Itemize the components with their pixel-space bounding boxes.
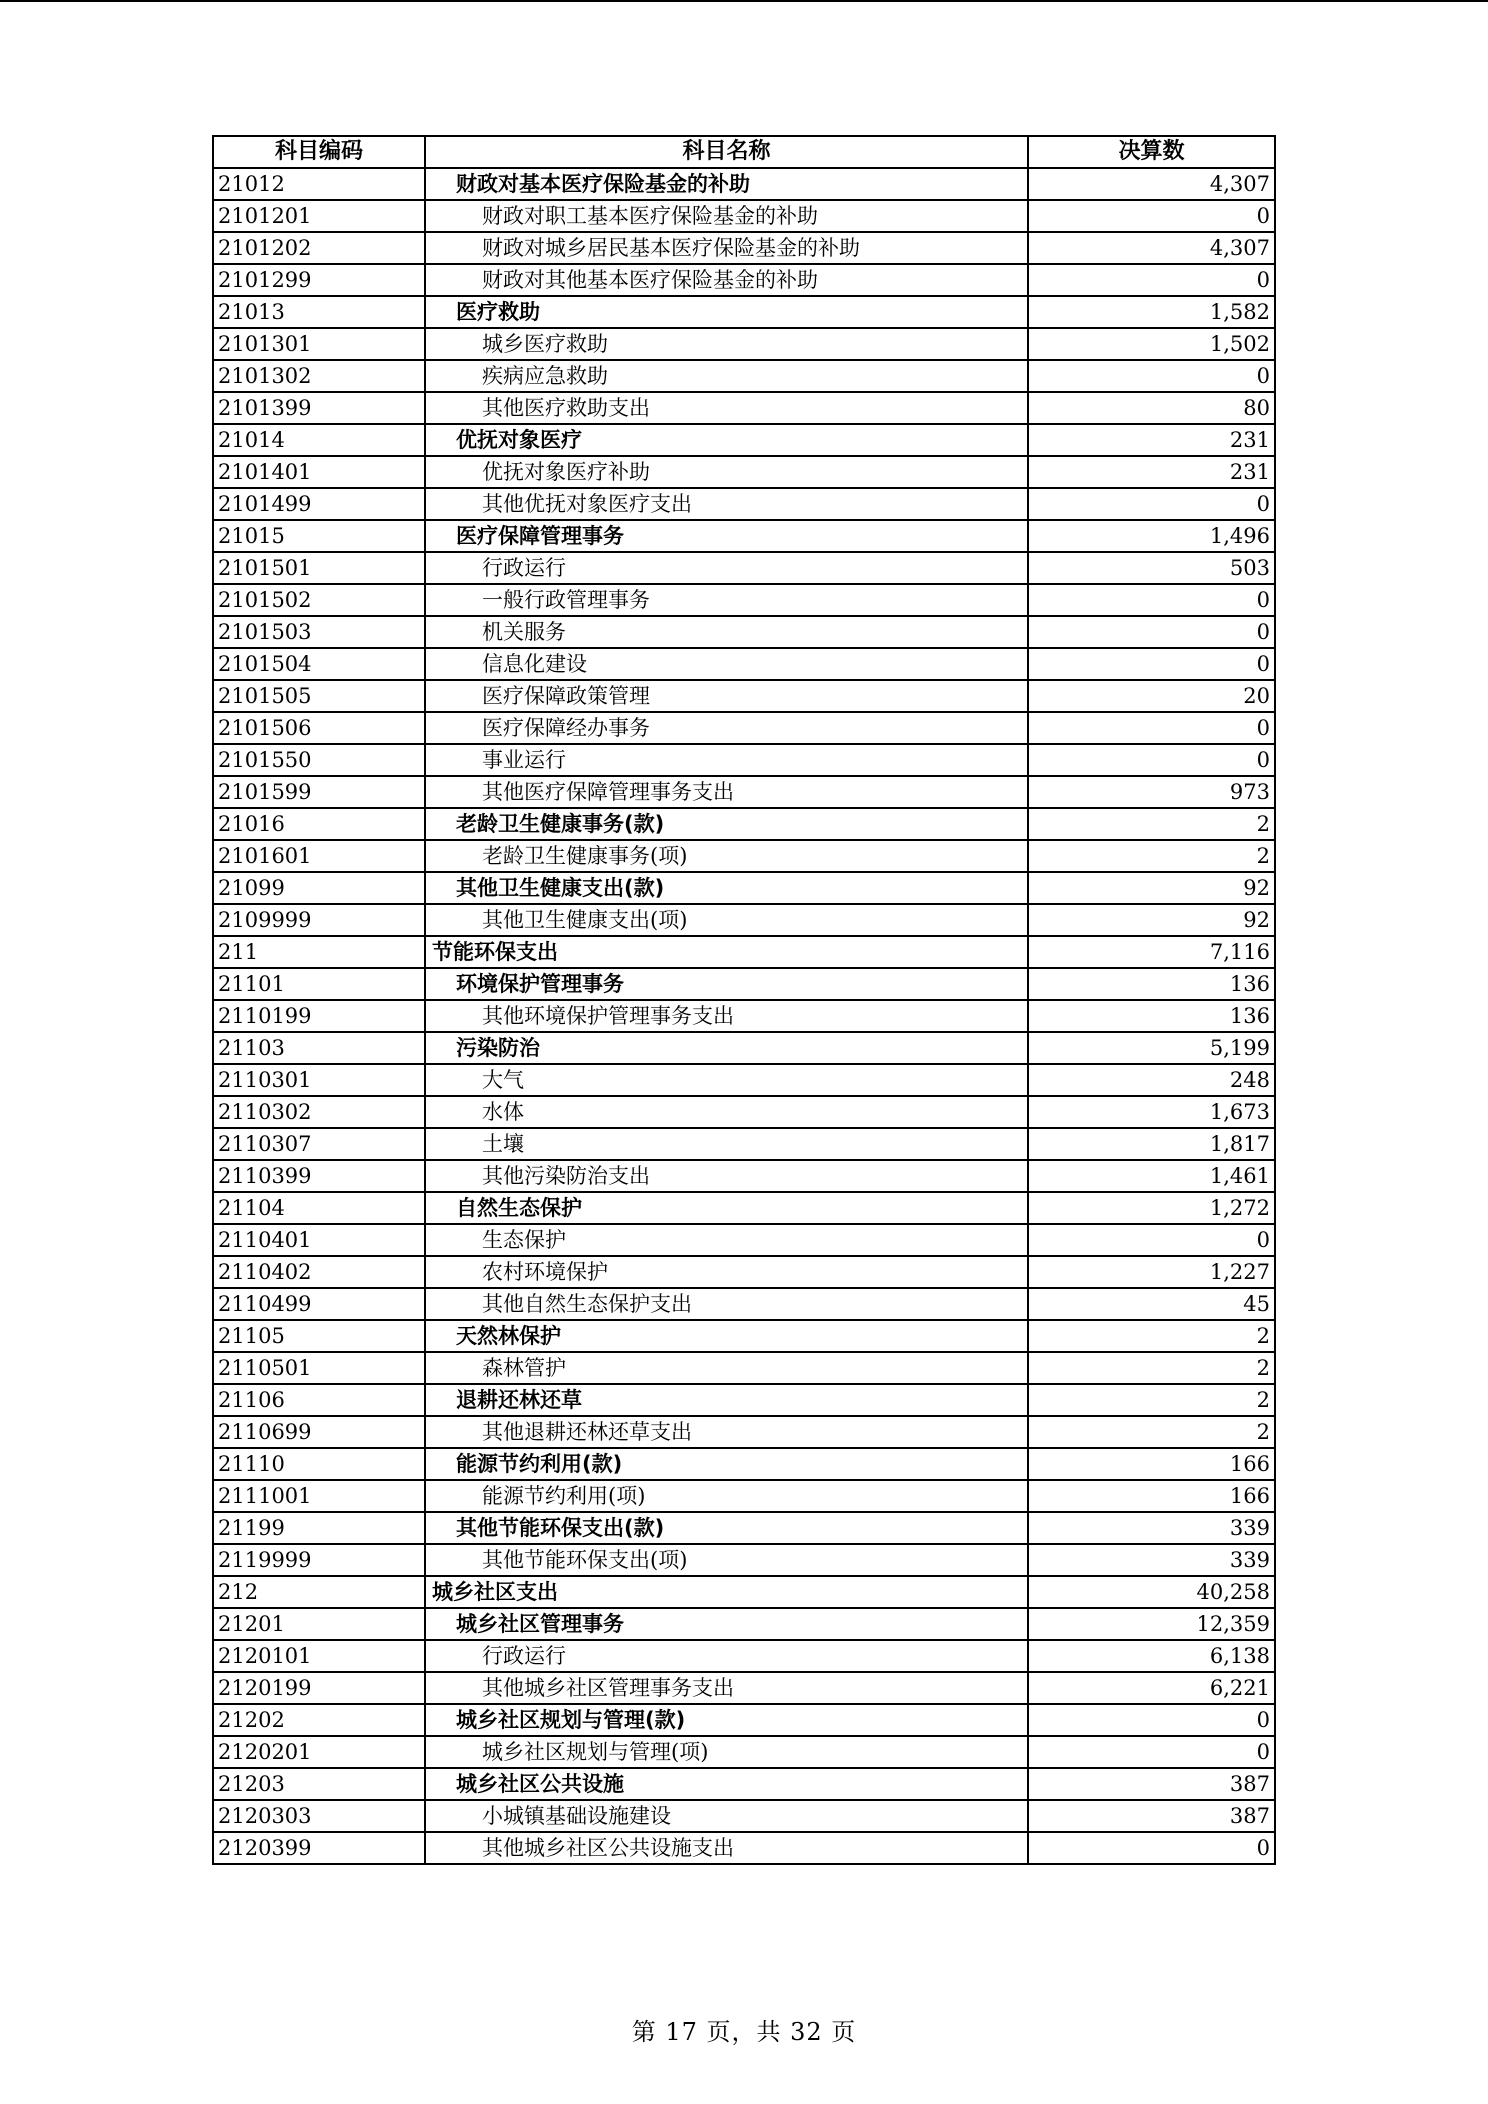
row-amount: 2: [1028, 1416, 1275, 1448]
budget-table: [212, 135, 1276, 1865]
row-code: 2110302: [213, 1096, 425, 1128]
table-row: [213, 1096, 1275, 1128]
row-amount: 0: [1028, 584, 1275, 616]
row-name: 自然生态保护: [425, 1192, 1028, 1224]
table-row: [213, 712, 1275, 744]
row-code: 21103: [213, 1032, 425, 1064]
row-name: 城乡医疗救助: [425, 328, 1028, 360]
row-name: 事业运行: [425, 744, 1028, 776]
row-amount: 92: [1028, 872, 1275, 904]
table-row: [213, 1160, 1275, 1192]
row-name: 其他医疗救助支出: [425, 392, 1028, 424]
header-code: 科目编码: [213, 136, 425, 168]
row-code: 21203: [213, 1768, 425, 1800]
row-amount: 45: [1028, 1288, 1275, 1320]
row-amount: 248: [1028, 1064, 1275, 1096]
row-amount: 136: [1028, 1000, 1275, 1032]
row-name: 疾病应急救助: [425, 360, 1028, 392]
row-amount: 0: [1028, 1704, 1275, 1736]
row-amount: 387: [1028, 1768, 1275, 1800]
row-name: 水体: [425, 1096, 1028, 1128]
row-name: 其他卫生健康支出(款): [425, 872, 1028, 904]
row-amount: 1,673: [1028, 1096, 1275, 1128]
table-row: [213, 1288, 1275, 1320]
row-code: 2101505: [213, 680, 425, 712]
row-name: 小城镇基础设施建设: [425, 1800, 1028, 1832]
row-name: 信息化建设: [425, 648, 1028, 680]
row-code: 21202: [213, 1704, 425, 1736]
row-name: 其他节能环保支出(款): [425, 1512, 1028, 1544]
row-code: 2110399: [213, 1160, 425, 1192]
row-amount: 12,359: [1028, 1608, 1275, 1640]
row-name: 老龄卫生健康事务(款): [425, 808, 1028, 840]
table-row: [213, 872, 1275, 904]
row-code: 2101550: [213, 744, 425, 776]
row-amount: 0: [1028, 360, 1275, 392]
row-amount: 1,227: [1028, 1256, 1275, 1288]
row-code: 2101503: [213, 616, 425, 648]
table-row: [213, 1256, 1275, 1288]
row-name: 优抚对象医疗: [425, 424, 1028, 456]
table-row: [213, 296, 1275, 328]
row-amount: 7,116: [1028, 936, 1275, 968]
row-name: 行政运行: [425, 1640, 1028, 1672]
row-code: 2101299: [213, 264, 425, 296]
table-row: [213, 1128, 1275, 1160]
row-name: 医疗保障管理事务: [425, 520, 1028, 552]
row-amount: 0: [1028, 744, 1275, 776]
row-code: 2119999: [213, 1544, 425, 1576]
row-amount: 973: [1028, 776, 1275, 808]
table-row: [213, 648, 1275, 680]
row-amount: 2: [1028, 1320, 1275, 1352]
row-name: 森林管护: [425, 1352, 1028, 1384]
row-name: 环境保护管理事务: [425, 968, 1028, 1000]
row-amount: 339: [1028, 1544, 1275, 1576]
row-name: 退耕还林还草: [425, 1384, 1028, 1416]
row-code: 2101504: [213, 648, 425, 680]
table-row: [213, 1192, 1275, 1224]
table-body: [213, 168, 1275, 1864]
row-amount: 339: [1028, 1512, 1275, 1544]
table-row: [213, 904, 1275, 936]
row-name: 大气: [425, 1064, 1028, 1096]
table-row: [213, 520, 1275, 552]
row-code: 2110199: [213, 1000, 425, 1032]
row-name: 其他环境保护管理事务支出: [425, 1000, 1028, 1032]
row-amount: 0: [1028, 616, 1275, 648]
row-code: 21106: [213, 1384, 425, 1416]
row-amount: 231: [1028, 456, 1275, 488]
row-code: 2110499: [213, 1288, 425, 1320]
row-code: 2101401: [213, 456, 425, 488]
row-code: 21099: [213, 872, 425, 904]
header-amount: 决算数: [1028, 136, 1275, 168]
table-row: [213, 1320, 1275, 1352]
row-code: 2101502: [213, 584, 425, 616]
table-row: [213, 392, 1275, 424]
row-name: 医疗保障经办事务: [425, 712, 1028, 744]
row-code: 2111001: [213, 1480, 425, 1512]
row-amount: 1,502: [1028, 328, 1275, 360]
row-amount: 0: [1028, 712, 1275, 744]
table-row: [213, 776, 1275, 808]
row-name: 城乡社区管理事务: [425, 1608, 1028, 1640]
row-name: 财政对其他基本医疗保险基金的补助: [425, 264, 1028, 296]
row-amount: 1,461: [1028, 1160, 1275, 1192]
page-number: 第 17 页，共 32 页: [631, 2018, 857, 2046]
row-code: 21014: [213, 424, 425, 456]
row-amount: 0: [1028, 648, 1275, 680]
row-code: 2109999: [213, 904, 425, 936]
row-name: 污染防治: [425, 1032, 1028, 1064]
table-row: [213, 168, 1275, 200]
row-name: 其他节能环保支出(项): [425, 1544, 1028, 1576]
row-name: 医疗救助: [425, 296, 1028, 328]
table-row: [213, 1000, 1275, 1032]
table-row: [213, 360, 1275, 392]
table-row: [213, 616, 1275, 648]
row-amount: 387: [1028, 1800, 1275, 1832]
row-code: 2101201: [213, 200, 425, 232]
table-row: [213, 264, 1275, 296]
row-name: 其他优抚对象医疗支出: [425, 488, 1028, 520]
row-code: 2101202: [213, 232, 425, 264]
row-code: 2101399: [213, 392, 425, 424]
table-row: [213, 1640, 1275, 1672]
row-name: 能源节约利用(项): [425, 1480, 1028, 1512]
row-amount: 2: [1028, 1384, 1275, 1416]
row-code: 2120101: [213, 1640, 425, 1672]
row-name: 天然林保护: [425, 1320, 1028, 1352]
table-row: [213, 968, 1275, 1000]
table-row: [213, 1064, 1275, 1096]
row-name: 其他医疗保障管理事务支出: [425, 776, 1028, 808]
row-code: 2110501: [213, 1352, 425, 1384]
table-row: [213, 584, 1275, 616]
row-name: 老龄卫生健康事务(项): [425, 840, 1028, 872]
table-row: [213, 1512, 1275, 1544]
row-code: 2101302: [213, 360, 425, 392]
row-name: 其他退耕还林还草支出: [425, 1416, 1028, 1448]
row-name: 财政对城乡居民基本医疗保险基金的补助: [425, 232, 1028, 264]
row-amount: 80: [1028, 392, 1275, 424]
row-name: 其他自然生态保护支出: [425, 1288, 1028, 1320]
row-code: 2101599: [213, 776, 425, 808]
row-name: 城乡社区支出: [425, 1576, 1028, 1608]
row-code: 21110: [213, 1448, 425, 1480]
row-amount: 231: [1028, 424, 1275, 456]
table-row: [213, 1416, 1275, 1448]
table-row: [213, 1704, 1275, 1736]
row-amount: 0: [1028, 488, 1275, 520]
row-code: 2101499: [213, 488, 425, 520]
row-code: 212: [213, 1576, 425, 1608]
row-code: 21016: [213, 808, 425, 840]
row-name: 其他城乡社区管理事务支出: [425, 1672, 1028, 1704]
table-row: [213, 1480, 1275, 1512]
row-name: 其他卫生健康支出(项): [425, 904, 1028, 936]
row-amount: 6,138: [1028, 1640, 1275, 1672]
table-row: [213, 936, 1275, 968]
row-name: 能源节约利用(款): [425, 1448, 1028, 1480]
table-row: [213, 1736, 1275, 1768]
row-name: 农村环境保护: [425, 1256, 1028, 1288]
row-name: 优抚对象医疗补助: [425, 456, 1028, 488]
row-code: 2110699: [213, 1416, 425, 1448]
row-amount: 2: [1028, 808, 1275, 840]
row-code: 211: [213, 936, 425, 968]
row-amount: 1,272: [1028, 1192, 1275, 1224]
row-amount: 5,199: [1028, 1032, 1275, 1064]
table-row: [213, 488, 1275, 520]
row-amount: 1,817: [1028, 1128, 1275, 1160]
row-code: 21201: [213, 1608, 425, 1640]
row-name: 城乡社区公共设施: [425, 1768, 1028, 1800]
row-code: 21015: [213, 520, 425, 552]
row-code: 21012: [213, 168, 425, 200]
table-row: [213, 1672, 1275, 1704]
table-header-row: [213, 136, 1275, 168]
row-amount: 92: [1028, 904, 1275, 936]
row-code: 2101506: [213, 712, 425, 744]
table-row: [213, 552, 1275, 584]
row-amount: 503: [1028, 552, 1275, 584]
row-name: 行政运行: [425, 552, 1028, 584]
row-amount: 166: [1028, 1448, 1275, 1480]
row-name: 其他城乡社区公共设施支出: [425, 1832, 1028, 1864]
row-code: 2101601: [213, 840, 425, 872]
row-code: 21105: [213, 1320, 425, 1352]
row-amount: 40,258: [1028, 1576, 1275, 1608]
table-row: [213, 200, 1275, 232]
row-code: 21101: [213, 968, 425, 1000]
row-name: 机关服务: [425, 616, 1028, 648]
row-code: 2120303: [213, 1800, 425, 1832]
page-top-border: [0, 0, 1488, 2]
row-name: 土壤: [425, 1128, 1028, 1160]
row-name: 其他污染防治支出: [425, 1160, 1028, 1192]
table-row: [213, 328, 1275, 360]
table-row: [213, 1384, 1275, 1416]
table-row: [213, 1448, 1275, 1480]
row-code: 2120199: [213, 1672, 425, 1704]
row-name: 一般行政管理事务: [425, 584, 1028, 616]
table-row: [213, 232, 1275, 264]
table-row: [213, 1544, 1275, 1576]
table-row: [213, 1800, 1275, 1832]
row-amount: 166: [1028, 1480, 1275, 1512]
row-amount: 6,221: [1028, 1672, 1275, 1704]
row-code: 2110301: [213, 1064, 425, 1096]
row-name: 财政对职工基本医疗保险基金的补助: [425, 200, 1028, 232]
row-amount: 2: [1028, 1352, 1275, 1384]
table-row: [213, 424, 1275, 456]
table-row: [213, 1224, 1275, 1256]
row-code: 21199: [213, 1512, 425, 1544]
row-amount: 136: [1028, 968, 1275, 1000]
row-amount: 0: [1028, 1224, 1275, 1256]
row-code: 2110307: [213, 1128, 425, 1160]
row-code: 2120399: [213, 1832, 425, 1864]
row-code: 21104: [213, 1192, 425, 1224]
row-code: 2110401: [213, 1224, 425, 1256]
row-amount: 0: [1028, 1736, 1275, 1768]
table-row: [213, 744, 1275, 776]
row-amount: 2: [1028, 840, 1275, 872]
row-amount: 4,307: [1028, 168, 1275, 200]
table-row: [213, 1768, 1275, 1800]
row-name: 城乡社区规划与管理(款): [425, 1704, 1028, 1736]
row-amount: 1,496: [1028, 520, 1275, 552]
table-row: [213, 456, 1275, 488]
table-row: [213, 1832, 1275, 1864]
row-amount: 0: [1028, 264, 1275, 296]
row-amount: 0: [1028, 200, 1275, 232]
row-name: 医疗保障政策管理: [425, 680, 1028, 712]
row-code: 2120201: [213, 1736, 425, 1768]
row-code: 2101301: [213, 328, 425, 360]
row-name: 财政对基本医疗保险基金的补助: [425, 168, 1028, 200]
table-row: [213, 808, 1275, 840]
table-row: [213, 840, 1275, 872]
table-row: [213, 1032, 1275, 1064]
table-row: [213, 680, 1275, 712]
row-amount: 4,307: [1028, 232, 1275, 264]
row-amount: 0: [1028, 1832, 1275, 1864]
row-name: 生态保护: [425, 1224, 1028, 1256]
row-amount: 20: [1028, 680, 1275, 712]
row-name: 城乡社区规划与管理(项): [425, 1736, 1028, 1768]
row-code: 2110402: [213, 1256, 425, 1288]
row-code: 21013: [213, 296, 425, 328]
row-amount: 1,582: [1028, 296, 1275, 328]
table-row: [213, 1352, 1275, 1384]
table-row: [213, 1608, 1275, 1640]
table-row: [213, 1576, 1275, 1608]
row-name: 节能环保支出: [425, 936, 1028, 968]
row-code: 2101501: [213, 552, 425, 584]
header-name: 科目名称: [425, 136, 1028, 168]
